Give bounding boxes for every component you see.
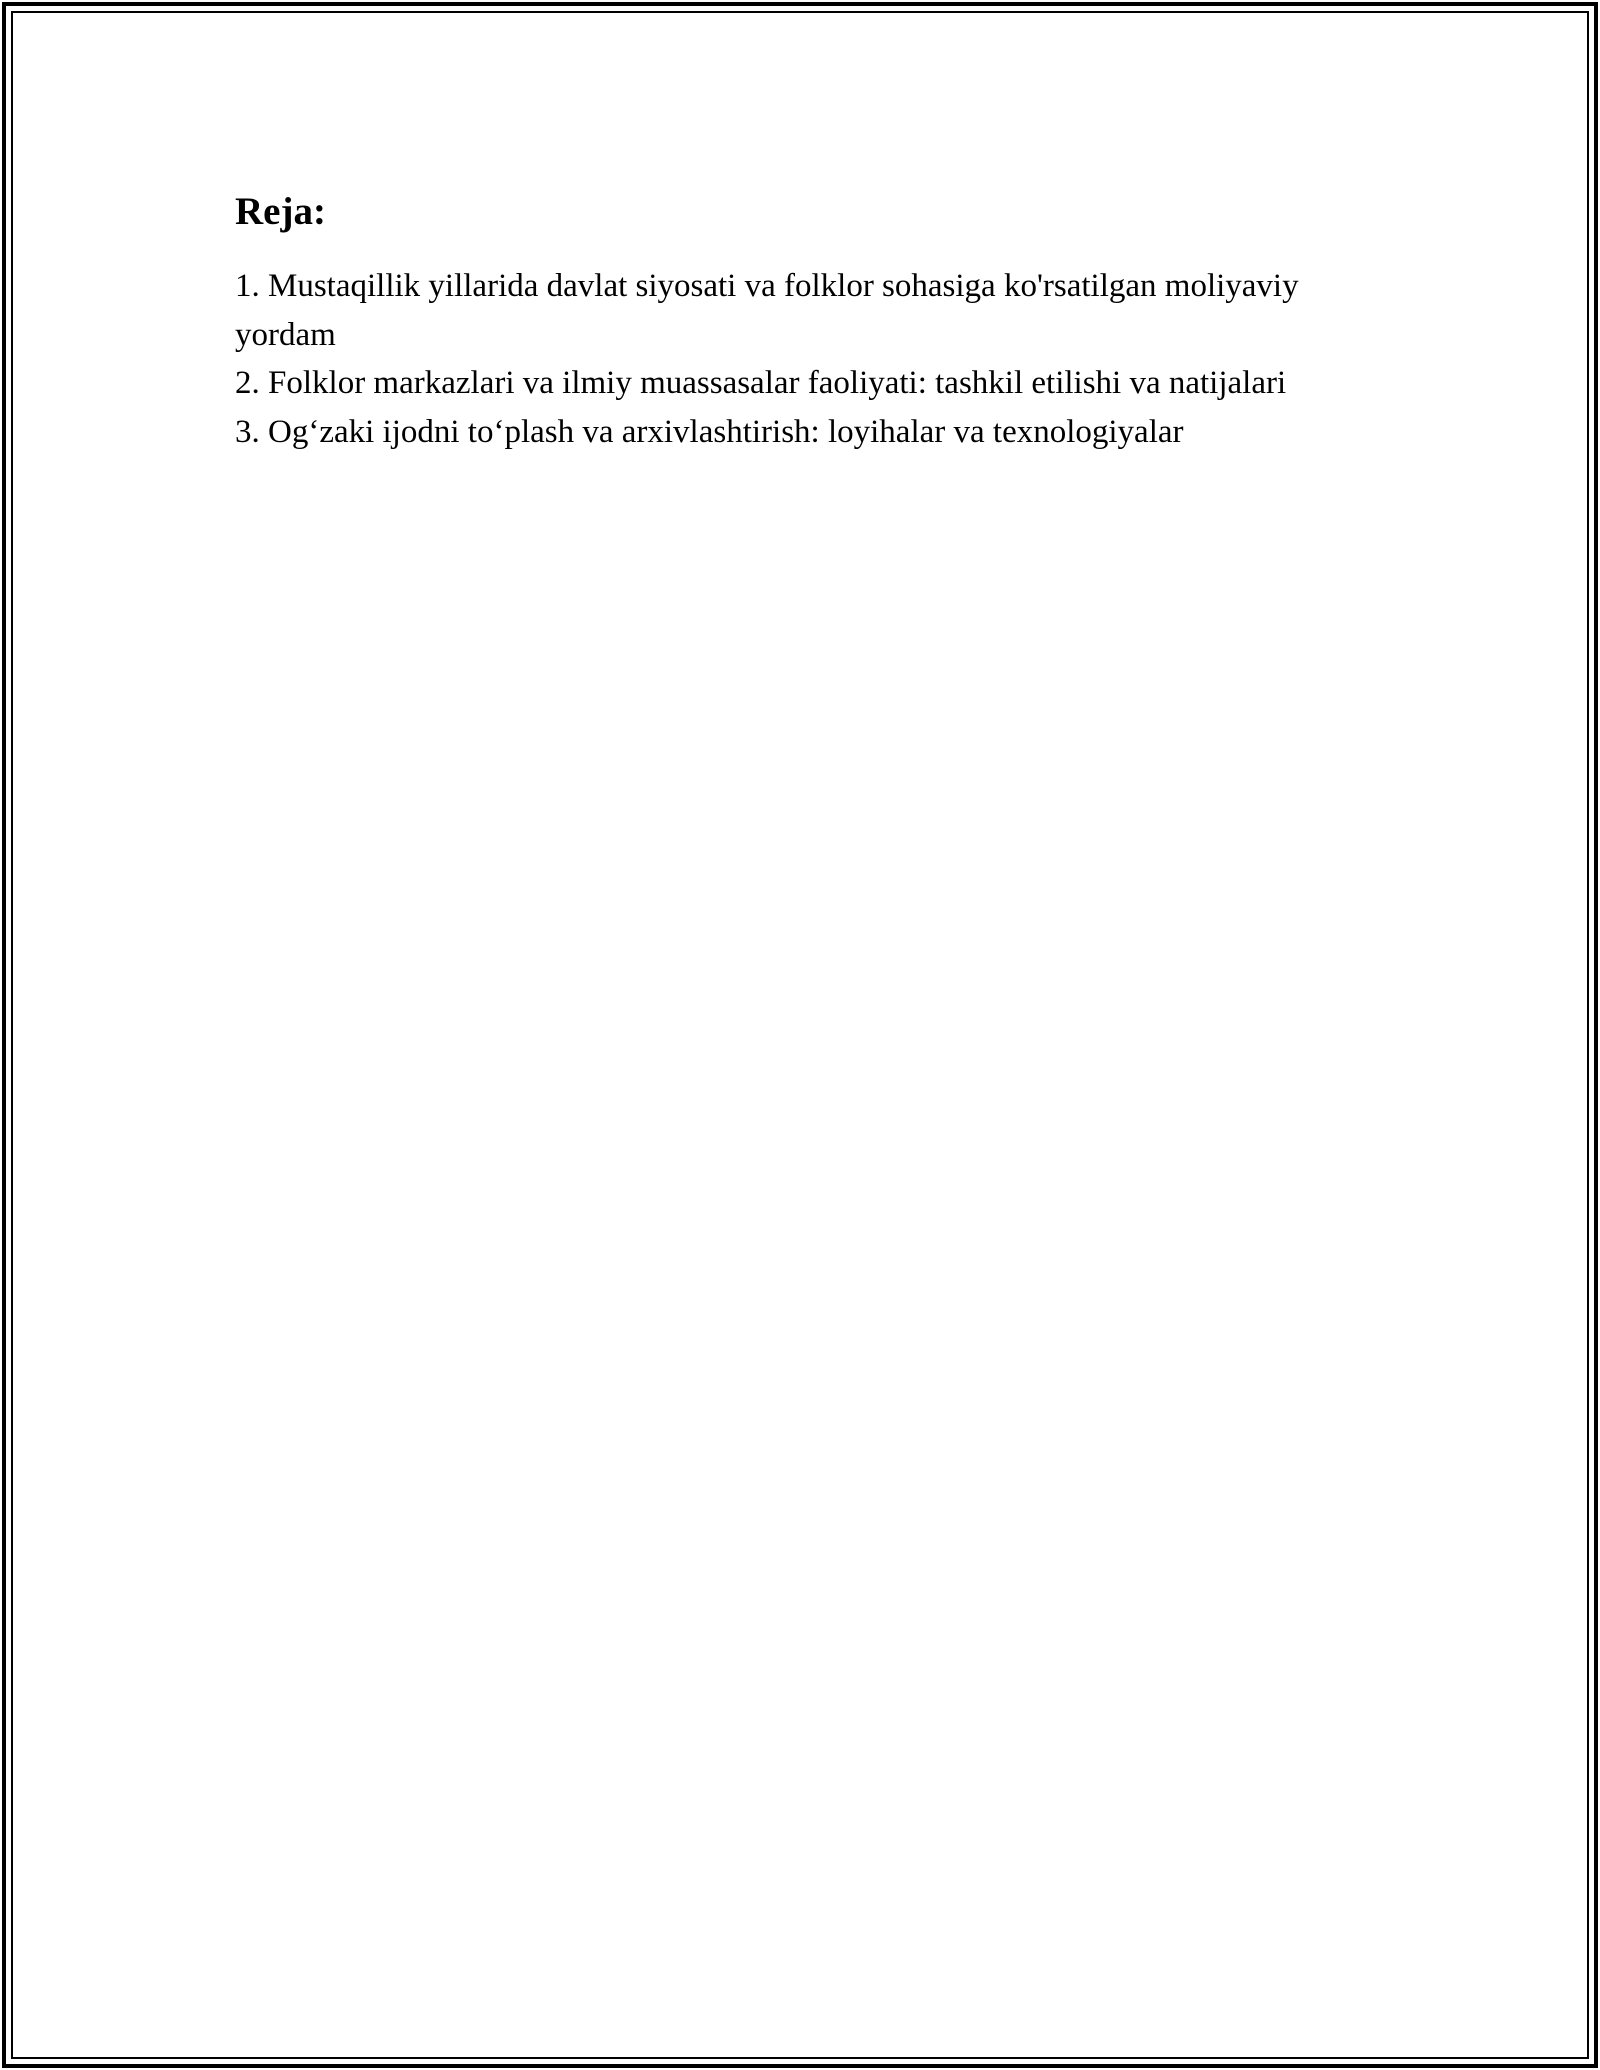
document-content — [235, 188, 1335, 456]
plan-item-1: 1. Mustaqillik yillarida davlat siyosati va folklor sohasiga ko'rsatilgan moliyaviy yordam — [235, 268, 1299, 353]
plan-list — [235, 262, 1335, 456]
plan-item-2: 2. Folklor markazlari va ilmiy muassasalar faoliyati: tashkil etilishi va natijalari — [235, 365, 1287, 401]
plan-item-3: 3. Og‘zaki ijodni to‘plash va arxivlashtirish: loyihalar va texnologiyalar — [235, 413, 1184, 450]
plan-heading: Reja: — [235, 190, 326, 233]
